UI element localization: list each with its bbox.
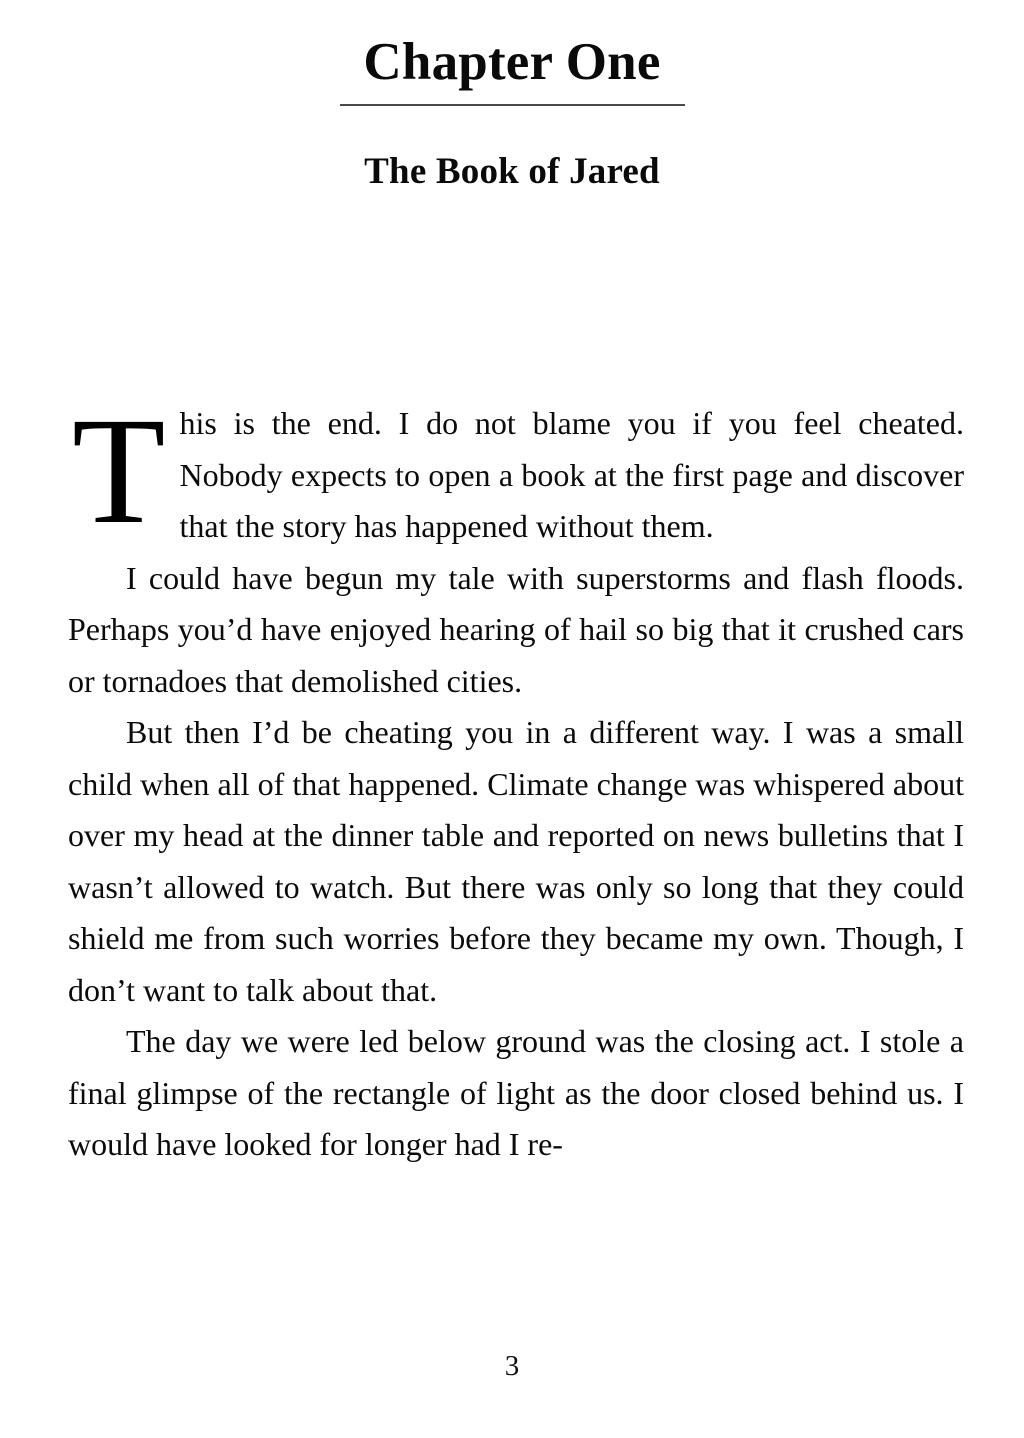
chapter-subtitle: The Book of Jared [364, 151, 660, 193]
page-title: Chapter One [363, 33, 661, 91]
chapter-heading-block [0, 34, 1024, 193]
title-divider [340, 104, 685, 106]
body-paragraph-1: This is the end. I do not blame you if you feel cheated. Nobody expects to open a book at the first page and discover that the story has happened without them. [72, 387, 964, 556]
body-text-column [68, 387, 964, 1171]
page-number: 3 [504, 1350, 520, 1382]
body-paragraph-2: I could have begun my tale with superstorms and flash floods. Perhaps you’d have enjoyed hearing of hail so big that it crushed cars or tornadoes that demolished cities. [68, 559, 964, 699]
body-paragraph-3: But then I’d be cheating you in a different way. I was a small child when all of that happened. Climate change was whispered about over my head at the dinner table and reported on news bulletins that I wasn’t allowed to watch. But there was only so long that they could shield me from such worries before they became my own. Though, I don’t want to talk about that. [68, 714, 964, 1008]
body-paragraph-4: The day we were led below ground was the closing act. I stole a final glimpse of the rectangle of light as the door closed behind us. I would have looked for longer had I re- [68, 1023, 964, 1162]
